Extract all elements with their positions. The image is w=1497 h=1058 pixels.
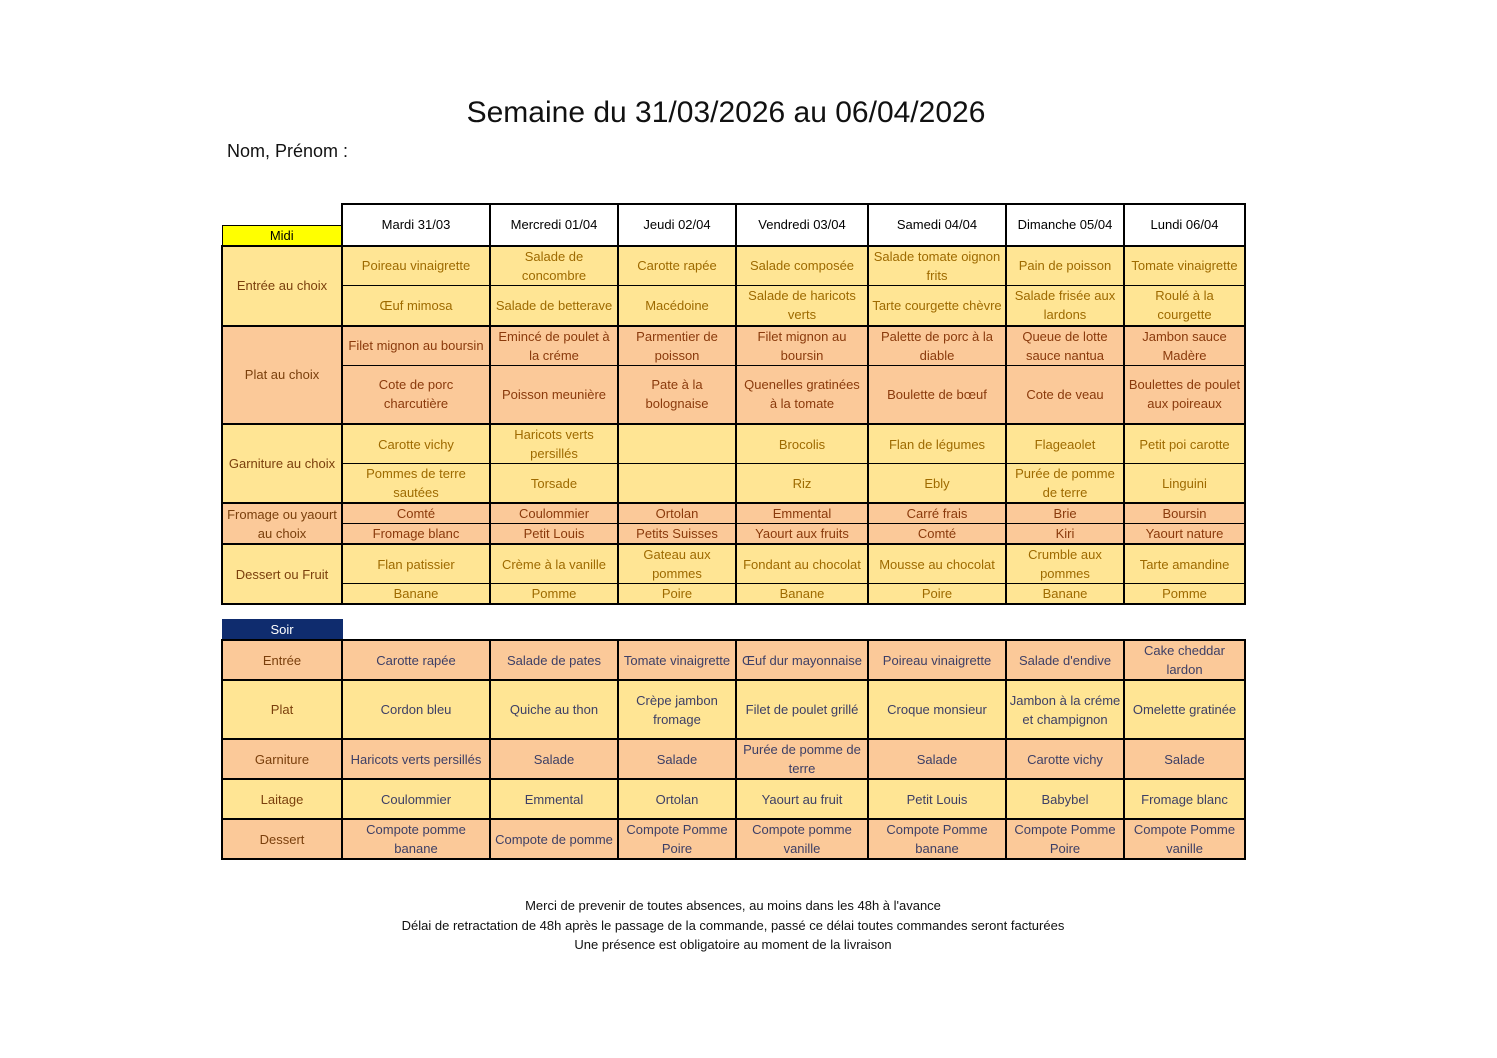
menu-cell: Tomate vinaigrette bbox=[618, 640, 736, 680]
menu-cell: Salade tomate oignon frits bbox=[868, 246, 1006, 286]
menu-cell: Yaourt aux fruits bbox=[736, 524, 868, 545]
menu-cell: Haricots verts persillés bbox=[342, 739, 490, 779]
menu-cell: Haricots verts persillés bbox=[490, 424, 618, 464]
menu-cell: Flan de légumes bbox=[868, 424, 1006, 464]
menu-cell bbox=[618, 424, 736, 464]
menu-cell: Mousse au chocolat bbox=[868, 544, 1006, 584]
menu-cell: Crumble aux pommes bbox=[1006, 544, 1124, 584]
menu-cell: Jambon à la créme et champignon bbox=[1006, 680, 1124, 739]
menu-cell: Compote Pomme vanille bbox=[1124, 819, 1245, 859]
menu-cell: Salade bbox=[1124, 739, 1245, 779]
day-header: Mercredi 01/04 bbox=[490, 204, 618, 246]
menu-cell: Petits Suisses bbox=[618, 524, 736, 545]
menu-cell: Compote pomme banane bbox=[342, 819, 490, 859]
menu-cell: Banane bbox=[342, 584, 490, 605]
menu-cell: Petit poi carotte bbox=[1124, 424, 1245, 464]
menu-cell: Poireau vinaigrette bbox=[868, 640, 1006, 680]
menu-cell: Poire bbox=[868, 584, 1006, 605]
menu-cell: Roulé à la courgette bbox=[1124, 286, 1245, 326]
menu-cell: Petit Louis bbox=[868, 779, 1006, 819]
menu-cell: Pain de poisson bbox=[1006, 246, 1124, 286]
midi-label: Midi bbox=[222, 225, 342, 246]
menu-cell: Palette de porc à la diable bbox=[868, 326, 1006, 366]
menu-cell: Comté bbox=[342, 503, 490, 524]
menu-cell: Coulommier bbox=[342, 779, 490, 819]
category-label: Dessert ou Fruit bbox=[222, 544, 342, 604]
menu-cell: Compote Pomme Poire bbox=[1006, 819, 1124, 859]
menu-cell: Tarte courgette chèvre bbox=[868, 286, 1006, 326]
menu-cell: Coulommier bbox=[490, 503, 618, 524]
menu-cell: Crème à la vanille bbox=[490, 544, 618, 584]
category-label: Entrée au choix bbox=[222, 246, 342, 326]
menu-cell: Carotte vichy bbox=[342, 424, 490, 464]
menu-cell: Carotte vichy bbox=[1006, 739, 1124, 779]
menu-cell: Riz bbox=[736, 464, 868, 504]
day-header: Vendredi 03/04 bbox=[736, 204, 868, 246]
menu-cell: Pomme bbox=[490, 584, 618, 605]
menu-cell: Filet mignon au boursin bbox=[736, 326, 868, 366]
category-label: Entrée bbox=[222, 640, 342, 680]
page-title: Semaine du 31/03/2026 au 06/04/2026 bbox=[466, 96, 986, 129]
menu-cell: Parmentier de poisson bbox=[618, 326, 736, 366]
day-header: Dimanche 05/04 bbox=[1006, 204, 1124, 246]
menu-cell: Salade de haricots verts bbox=[736, 286, 868, 326]
menu-cell: Boulette de bœuf bbox=[868, 365, 1006, 424]
menu-cell: Compote Pomme banane bbox=[868, 819, 1006, 859]
menu-cell: Petit Louis bbox=[490, 524, 618, 545]
menu-cell: Compote pomme vanille bbox=[736, 819, 868, 859]
footer-line: Délai de retractation de 48h après le passage de la commande, passé ce délai toutes commandes seront facturées bbox=[401, 917, 1065, 933]
menu-cell: Yaourt au fruit bbox=[736, 779, 868, 819]
menu-cell: Poire bbox=[618, 584, 736, 605]
menu-cell: Croque monsieur bbox=[868, 680, 1006, 739]
midi-menu-table bbox=[221, 203, 1246, 605]
menu-cell: Poireau vinaigrette bbox=[342, 246, 490, 286]
menu-cell: Linguini bbox=[1124, 464, 1245, 504]
menu-cell: Cordon bleu bbox=[342, 680, 490, 739]
menu-cell: Flageaolet bbox=[1006, 424, 1124, 464]
menu-cell: Cake cheddar lardon bbox=[1124, 640, 1245, 680]
day-header: Lundi 06/04 bbox=[1124, 204, 1245, 246]
category-label: Garniture au choix bbox=[222, 424, 342, 503]
menu-cell: Comté bbox=[868, 524, 1006, 545]
soir-menu-table bbox=[221, 619, 1246, 860]
menu-cell: Torsade bbox=[490, 464, 618, 504]
menu-cell: Salade de concombre bbox=[490, 246, 618, 286]
menu-cell: Carotte rapée bbox=[618, 246, 736, 286]
menu-cell: Salade de pates bbox=[490, 640, 618, 680]
menu-cell: Quenelles gratinées à la tomate bbox=[736, 365, 868, 424]
menu-cell: Brocolis bbox=[736, 424, 868, 464]
menu-cell: Carré frais bbox=[868, 503, 1006, 524]
menu-cell: Babybel bbox=[1006, 779, 1124, 819]
menu-cell: Ortolan bbox=[618, 779, 736, 819]
menu-cell: Salade composée bbox=[736, 246, 868, 286]
category-label: Fromage ou yaourt au choix bbox=[222, 503, 342, 544]
category-label: Plat bbox=[222, 680, 342, 739]
menu-cell: Poisson meunière bbox=[490, 365, 618, 424]
menu-cell: Salade bbox=[490, 739, 618, 779]
menu-cell: Cote de porc charcutière bbox=[342, 365, 490, 424]
category-label: Garniture bbox=[222, 739, 342, 779]
menu-cell: Flan patissier bbox=[342, 544, 490, 584]
menu-cell: Purée de pomme de terre bbox=[736, 739, 868, 779]
menu-cell: Œuf dur mayonnaise bbox=[736, 640, 868, 680]
menu-cell: Banane bbox=[736, 584, 868, 605]
menu-cell: Crèpe jambon fromage bbox=[618, 680, 736, 739]
menu-cell: Purée de pomme de terre bbox=[1006, 464, 1124, 504]
day-header: Mardi 31/03 bbox=[342, 204, 490, 246]
soir-header-blank bbox=[342, 620, 1245, 641]
menu-cell: Salade bbox=[618, 739, 736, 779]
menu-cell: Pomme bbox=[1124, 584, 1245, 605]
menu-cell: Ortolan bbox=[618, 503, 736, 524]
menu-cell: Salade bbox=[868, 739, 1006, 779]
menu-cell: Salade d'endive bbox=[1006, 640, 1124, 680]
menu-cell: Filet de poulet grillé bbox=[736, 680, 868, 739]
menu-cell: Fondant au chocolat bbox=[736, 544, 868, 584]
menu-cell: Emincé de poulet à la créme bbox=[490, 326, 618, 366]
menu-cell: Quiche au thon bbox=[490, 680, 618, 739]
menu-cell: Ebly bbox=[868, 464, 1006, 504]
menu-cell: Brie bbox=[1006, 503, 1124, 524]
menu-cell: Macédoine bbox=[618, 286, 736, 326]
menu-cell: Tarte amandine bbox=[1124, 544, 1245, 584]
menu-cell: Yaourt nature bbox=[1124, 524, 1245, 545]
category-label: Laitage bbox=[222, 779, 342, 819]
menu-cell bbox=[618, 464, 736, 504]
menu-cell: Emmental bbox=[490, 779, 618, 819]
menu-cell: Queue de lotte sauce nantua bbox=[1006, 326, 1124, 366]
menu-cell: Carotte rapée bbox=[342, 640, 490, 680]
day-header: Jeudi 02/04 bbox=[618, 204, 736, 246]
menu-cell: Kiri bbox=[1006, 524, 1124, 545]
menu-cell: Banane bbox=[1006, 584, 1124, 605]
menu-cell: Fromage blanc bbox=[342, 524, 490, 545]
menu-cell: Boursin bbox=[1124, 503, 1245, 524]
day-header: Samedi 04/04 bbox=[868, 204, 1006, 246]
menu-cell: Cote de veau bbox=[1006, 365, 1124, 424]
menu-cell: Jambon sauce Madère bbox=[1124, 326, 1245, 366]
corner-blank bbox=[222, 204, 342, 225]
menu-cell: Compote de pomme bbox=[490, 819, 618, 859]
category-label: Plat au choix bbox=[222, 326, 342, 425]
menu-cell: Filet mignon au boursin bbox=[342, 326, 490, 366]
menu-cell: Boulettes de poulet aux poireaux bbox=[1124, 365, 1245, 424]
menu-cell: Compote Pomme Poire bbox=[618, 819, 736, 859]
category-label: Dessert bbox=[222, 819, 342, 859]
footer-line: Une présence est obligatoire au moment de la livraison bbox=[574, 937, 892, 952]
menu-cell: Emmental bbox=[736, 503, 868, 524]
menu-cell: Pate à la bolognaise bbox=[618, 365, 736, 424]
footer-line: Merci de prevenir de toutes absences, au moins dans les 48h à l'avance bbox=[525, 898, 941, 913]
menu-cell: Pommes de terre sautées bbox=[342, 464, 490, 504]
menu-cell: Œuf mimosa bbox=[342, 286, 490, 326]
name-label: Nom, Prénom : bbox=[227, 141, 349, 161]
menu-cell: Omelette gratinée bbox=[1124, 680, 1245, 739]
soir-label: Soir bbox=[222, 620, 342, 641]
menu-cell: Fromage blanc bbox=[1124, 779, 1245, 819]
menu-cell: Salade frisée aux lardons bbox=[1006, 286, 1124, 326]
menu-cell: Tomate vinaigrette bbox=[1124, 246, 1245, 286]
menu-cell: Salade de betterave bbox=[490, 286, 618, 326]
footer-notes bbox=[0, 896, 1466, 955]
menu-cell: Gateau aux pommes bbox=[618, 544, 736, 584]
